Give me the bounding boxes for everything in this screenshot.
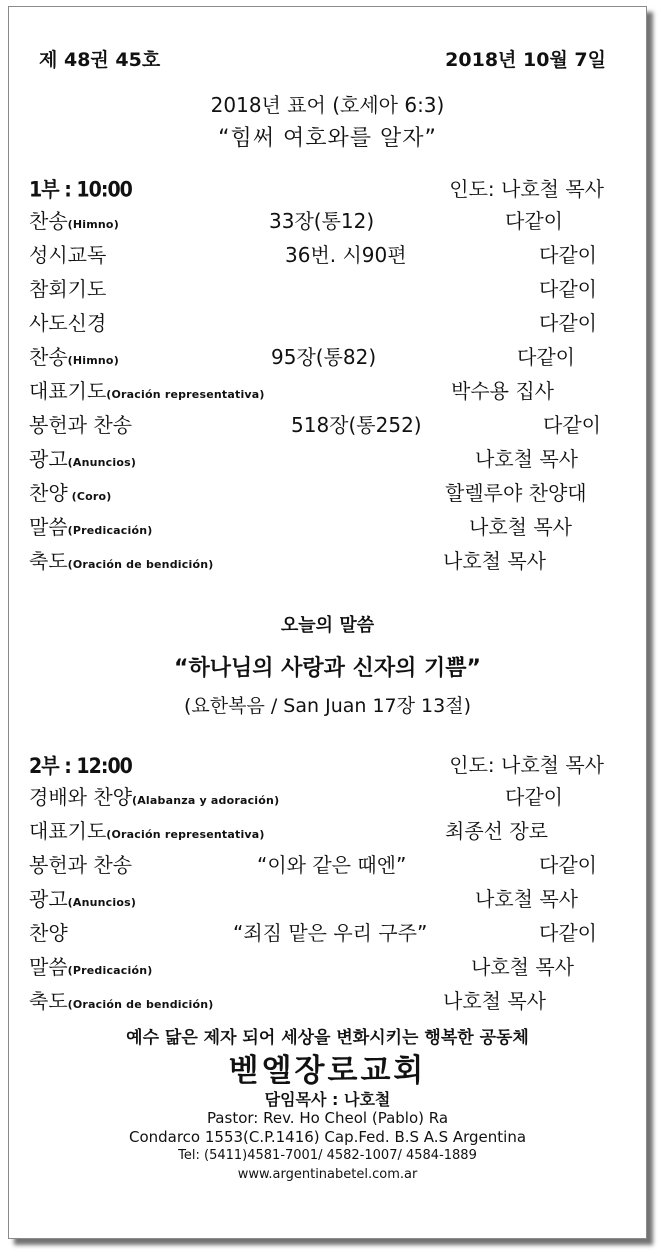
bulletin-page (8, 6, 647, 1239)
sermon-title: “하나님의 사랑과 신자의 기쁨” (174, 656, 481, 681)
order-item (9, 477, 646, 507)
order-item-leader: 나호철 목사 (443, 989, 546, 1013)
order-item-leader: 다같이 (539, 243, 597, 267)
order-item-leader: 할렐루야 찬양대 (445, 481, 587, 505)
order-item-spanish: (Anuncios) (67, 896, 137, 909)
order-item-leader: 다같이 (539, 311, 597, 335)
order-item-leader: 나호철 목사 (475, 887, 578, 911)
order-item (9, 307, 646, 337)
order-item-label: 말씀 (29, 515, 68, 539)
order-item-label: 말씀 (29, 955, 68, 979)
order-item (9, 205, 646, 235)
order-item-label: 대표기도 (29, 819, 107, 843)
order-item-label: 찬양 (29, 921, 68, 945)
order-item (9, 815, 646, 845)
order-item-leader: 다같이 (539, 853, 597, 877)
order-item-label: 찬송 (29, 345, 68, 369)
service2-title: 2부 : 12:00 (29, 754, 132, 779)
order-item (9, 545, 646, 575)
pastor-english: Pastor: Rev. Ho Cheol (Pablo) Ra (206, 1109, 449, 1127)
order-item-spanish: (Himno) (67, 218, 119, 231)
order-item-label: 축도 (29, 989, 68, 1013)
church-name: 벧엘장로교회 (228, 1053, 427, 1089)
order-item (9, 239, 646, 269)
order-item-leader: 다같이 (505, 209, 563, 233)
service2-leader: 인도: 나호철 목사 (449, 753, 604, 777)
order-item-leader: 다같이 (539, 277, 597, 301)
order-item-detail: “죄짐 맡은 우리 구주” (233, 921, 428, 945)
order-item-spanish: (Coro) (67, 490, 112, 503)
order-item-label: 참회기도 (29, 277, 107, 301)
order-item-label: 봉헌과 찬송 (29, 853, 132, 877)
volume-number: 제 48권 45호 (39, 49, 161, 71)
service1-leader: 인도: 나호철 목사 (449, 177, 604, 201)
order-item-leader: 다같이 (539, 921, 597, 945)
order-item-leader: 나호철 목사 (443, 549, 546, 573)
order-item-leader: 최종선 장로 (445, 819, 548, 843)
motto-verse: 2018년 표어 (호세아 6:3) (210, 93, 445, 117)
church-slogan: 예수 닮은 제자 되어 세상을 변화시키는 행복한 공동체 (126, 1028, 529, 1048)
church-phone: Tel: (5411)4581-7001/ 4582-1007/ 4584-1889 (178, 1148, 477, 1163)
order-item-detail: “이와 같은 때엔” (257, 853, 407, 877)
order-item (9, 409, 646, 439)
order-item-label: 광고 (29, 887, 68, 911)
order-item-spanish: (Anuncios) (67, 456, 137, 469)
order-item (9, 273, 646, 303)
order-item-label: 봉헌과 찬송 (29, 413, 132, 437)
order-item-label: 찬양 (29, 481, 68, 505)
order-item-label: 축도 (29, 549, 68, 573)
order-item (9, 341, 646, 371)
sermon-reference: (요한복음 / San Juan 17장 13절) (184, 695, 471, 717)
order-item-spanish: (Oración de bendición) (67, 998, 214, 1011)
motto-quote: “힘써 여호와를 알자” (218, 126, 437, 151)
order-item-spanish: (Predicación) (67, 524, 153, 537)
order-item-leader: 나호철 목사 (475, 447, 578, 471)
order-item-leader: 나호철 목사 (471, 955, 574, 979)
order-item-label: 광고 (29, 447, 68, 471)
order-item (9, 985, 646, 1015)
order-item-spanish: (Oración representativa) (106, 388, 265, 401)
order-item-label: 찬송 (29, 209, 68, 233)
order-item-leader: 다같이 (505, 785, 563, 809)
order-item-detail: 518장(통252) (291, 413, 422, 437)
senior-pastor: 담임목사 : 나호철 (264, 1090, 391, 1109)
order-item-label: 대표기도 (29, 379, 107, 403)
order-item-detail: 33장(통12) (269, 209, 375, 233)
service1-title: 1부 : 10:00 (29, 178, 132, 203)
order-item (9, 511, 646, 541)
order-item (9, 917, 646, 947)
church-website[interactable]: www.argentinabetel.com.ar (237, 1167, 418, 1182)
order-item-label: 성시교독 (29, 243, 107, 267)
bulletin-date: 2018년 10월 7일 (445, 49, 606, 71)
order-item-leader: 다같이 (543, 413, 601, 437)
order-item (9, 951, 646, 981)
order-item-spanish: (Oración de bendición) (67, 558, 214, 571)
church-address: Condarco 1553(C.P.1416) Cap.Fed. B.S A.S Argentina (128, 1128, 527, 1146)
order-item-spanish: (Himno) (67, 354, 119, 367)
order-item (9, 443, 646, 473)
order-item-spanish: (Oración representativa) (106, 828, 265, 841)
order-item-leader: 나호철 목사 (469, 515, 572, 539)
order-item-spanish: (Predicación) (67, 964, 153, 977)
order-item-label: 사도신경 (29, 311, 107, 335)
order-item-detail: 36번. 시90편 (285, 243, 407, 267)
order-item (9, 849, 646, 879)
order-item (9, 883, 646, 913)
order-item-spanish: (Alabanza y adoración) (131, 794, 280, 807)
order-item-detail: 95장(통82) (271, 345, 377, 369)
sermon-heading: 오늘의 말씀 (280, 615, 375, 636)
order-item (9, 375, 646, 405)
order-item-label: 경배와 찬양 (29, 785, 132, 809)
order-item-leader: 다같이 (517, 345, 575, 369)
order-item-leader: 박수용 집사 (451, 379, 554, 403)
order-item (9, 781, 646, 811)
